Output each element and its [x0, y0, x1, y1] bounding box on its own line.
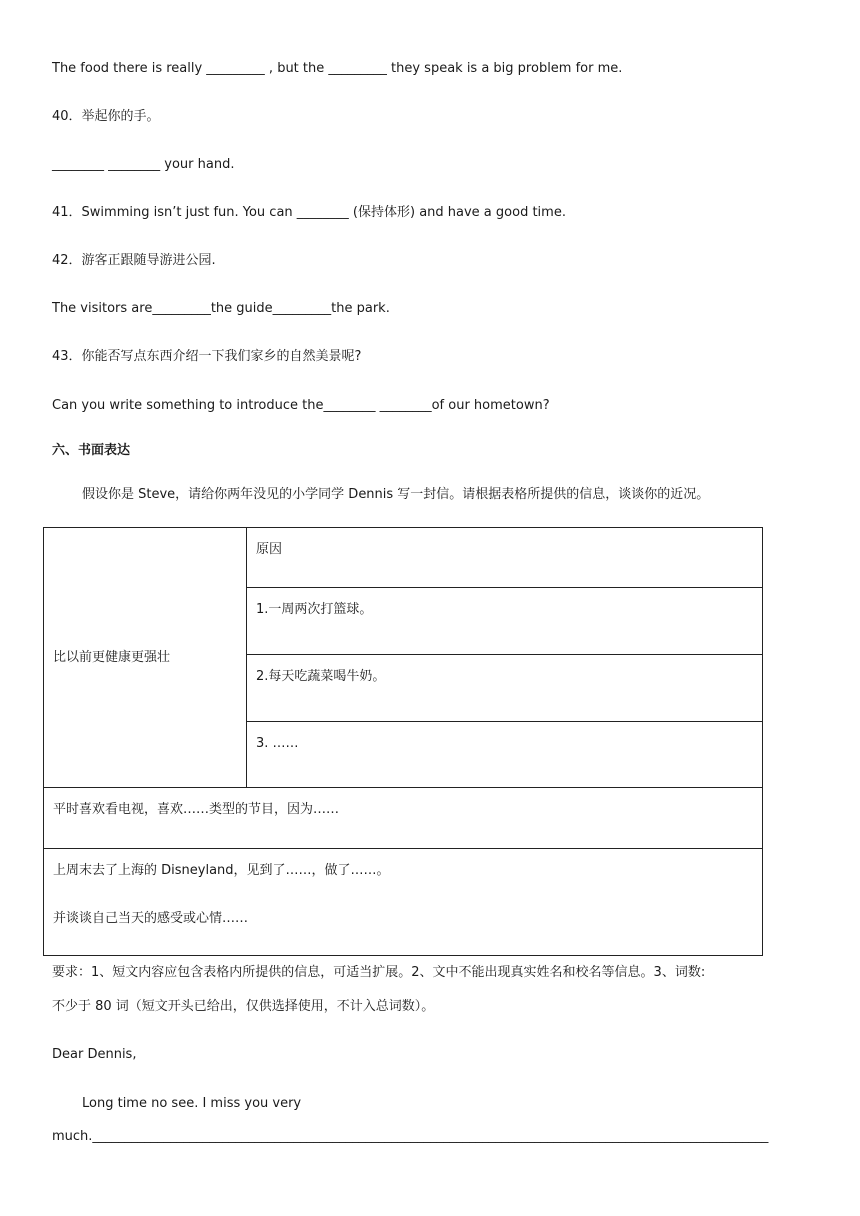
table-reason-cell: [247, 655, 763, 722]
question-41: 41．Swimming isn’t just fun. You can ________ (保持体形) and have a good time.: [52, 205, 566, 220]
letter-salutation: Dear Dennis,: [52, 1047, 137, 1062]
letter-continuation: much.________________________________________________________________________________________________________: [52, 1129, 769, 1144]
table-reason-cell: [247, 722, 763, 788]
requirements-line-1: 要求：1、短文内容应包含表格内所提供的信息，可适当扩展。2、文中不能出现真实姓名和校名等信息。3、词数:: [52, 965, 706, 980]
question-43: 43．你能否写点东西介绍一下我们家乡的自然美景呢?: [52, 349, 362, 364]
table-trip-text-2: 并谈谈自己当天的感受或心情……: [53, 911, 249, 926]
table-reason-header: 原因: [256, 542, 283, 557]
table-topic-cell: [44, 528, 247, 788]
question-42: 42．游客正跟随导游进公园.: [52, 253, 216, 268]
info-table: [43, 527, 763, 956]
table-trip-row: [44, 849, 763, 956]
question-42-english: The visitors are_________the guide_________the park.: [52, 301, 390, 316]
table-topic: 比以前更健康更强壮: [53, 649, 171, 665]
table-reason-1: 1.一周两次打篮球。: [256, 602, 373, 617]
table-reason-3: 3. ……: [256, 736, 299, 751]
table-tv-text: 平时喜欢看电视，喜欢……类型的节目，因为……: [53, 802, 340, 817]
section-heading: 六、书面表达: [52, 443, 131, 458]
table-tv-row: [44, 788, 763, 849]
question-40: 40．举起你的手。: [52, 109, 160, 124]
table-reason-2: 2.每天吃蔬菜喝牛奶。: [256, 669, 386, 684]
table-trip-text-1: 上周末去了上海的 Disneyland，见到了……，做了……。: [53, 863, 390, 878]
question-43-english: Can you write something to introduce the________ ________of our hometown?: [52, 398, 550, 413]
writing-prompt: 假设你是 Steve，请给你两年没见的小学同学 Dennis 写一封信。请根据表格所提供的信息，谈谈你的近况。: [82, 487, 710, 502]
requirements-line-2: 不少于 80 词（短文开头已给出，仅供选择使用，不计入总词数）。: [52, 999, 435, 1014]
fill-line-food: The food there is really _________ , but the _________ they speak is a big problem for me.: [52, 61, 623, 76]
table-reason-header-cell: [247, 528, 763, 588]
question-40-english: ________ ________ your hand.: [52, 157, 235, 172]
letter-opening: Long time no see. I miss you very: [82, 1096, 302, 1111]
table-reason-cell: [247, 588, 763, 655]
